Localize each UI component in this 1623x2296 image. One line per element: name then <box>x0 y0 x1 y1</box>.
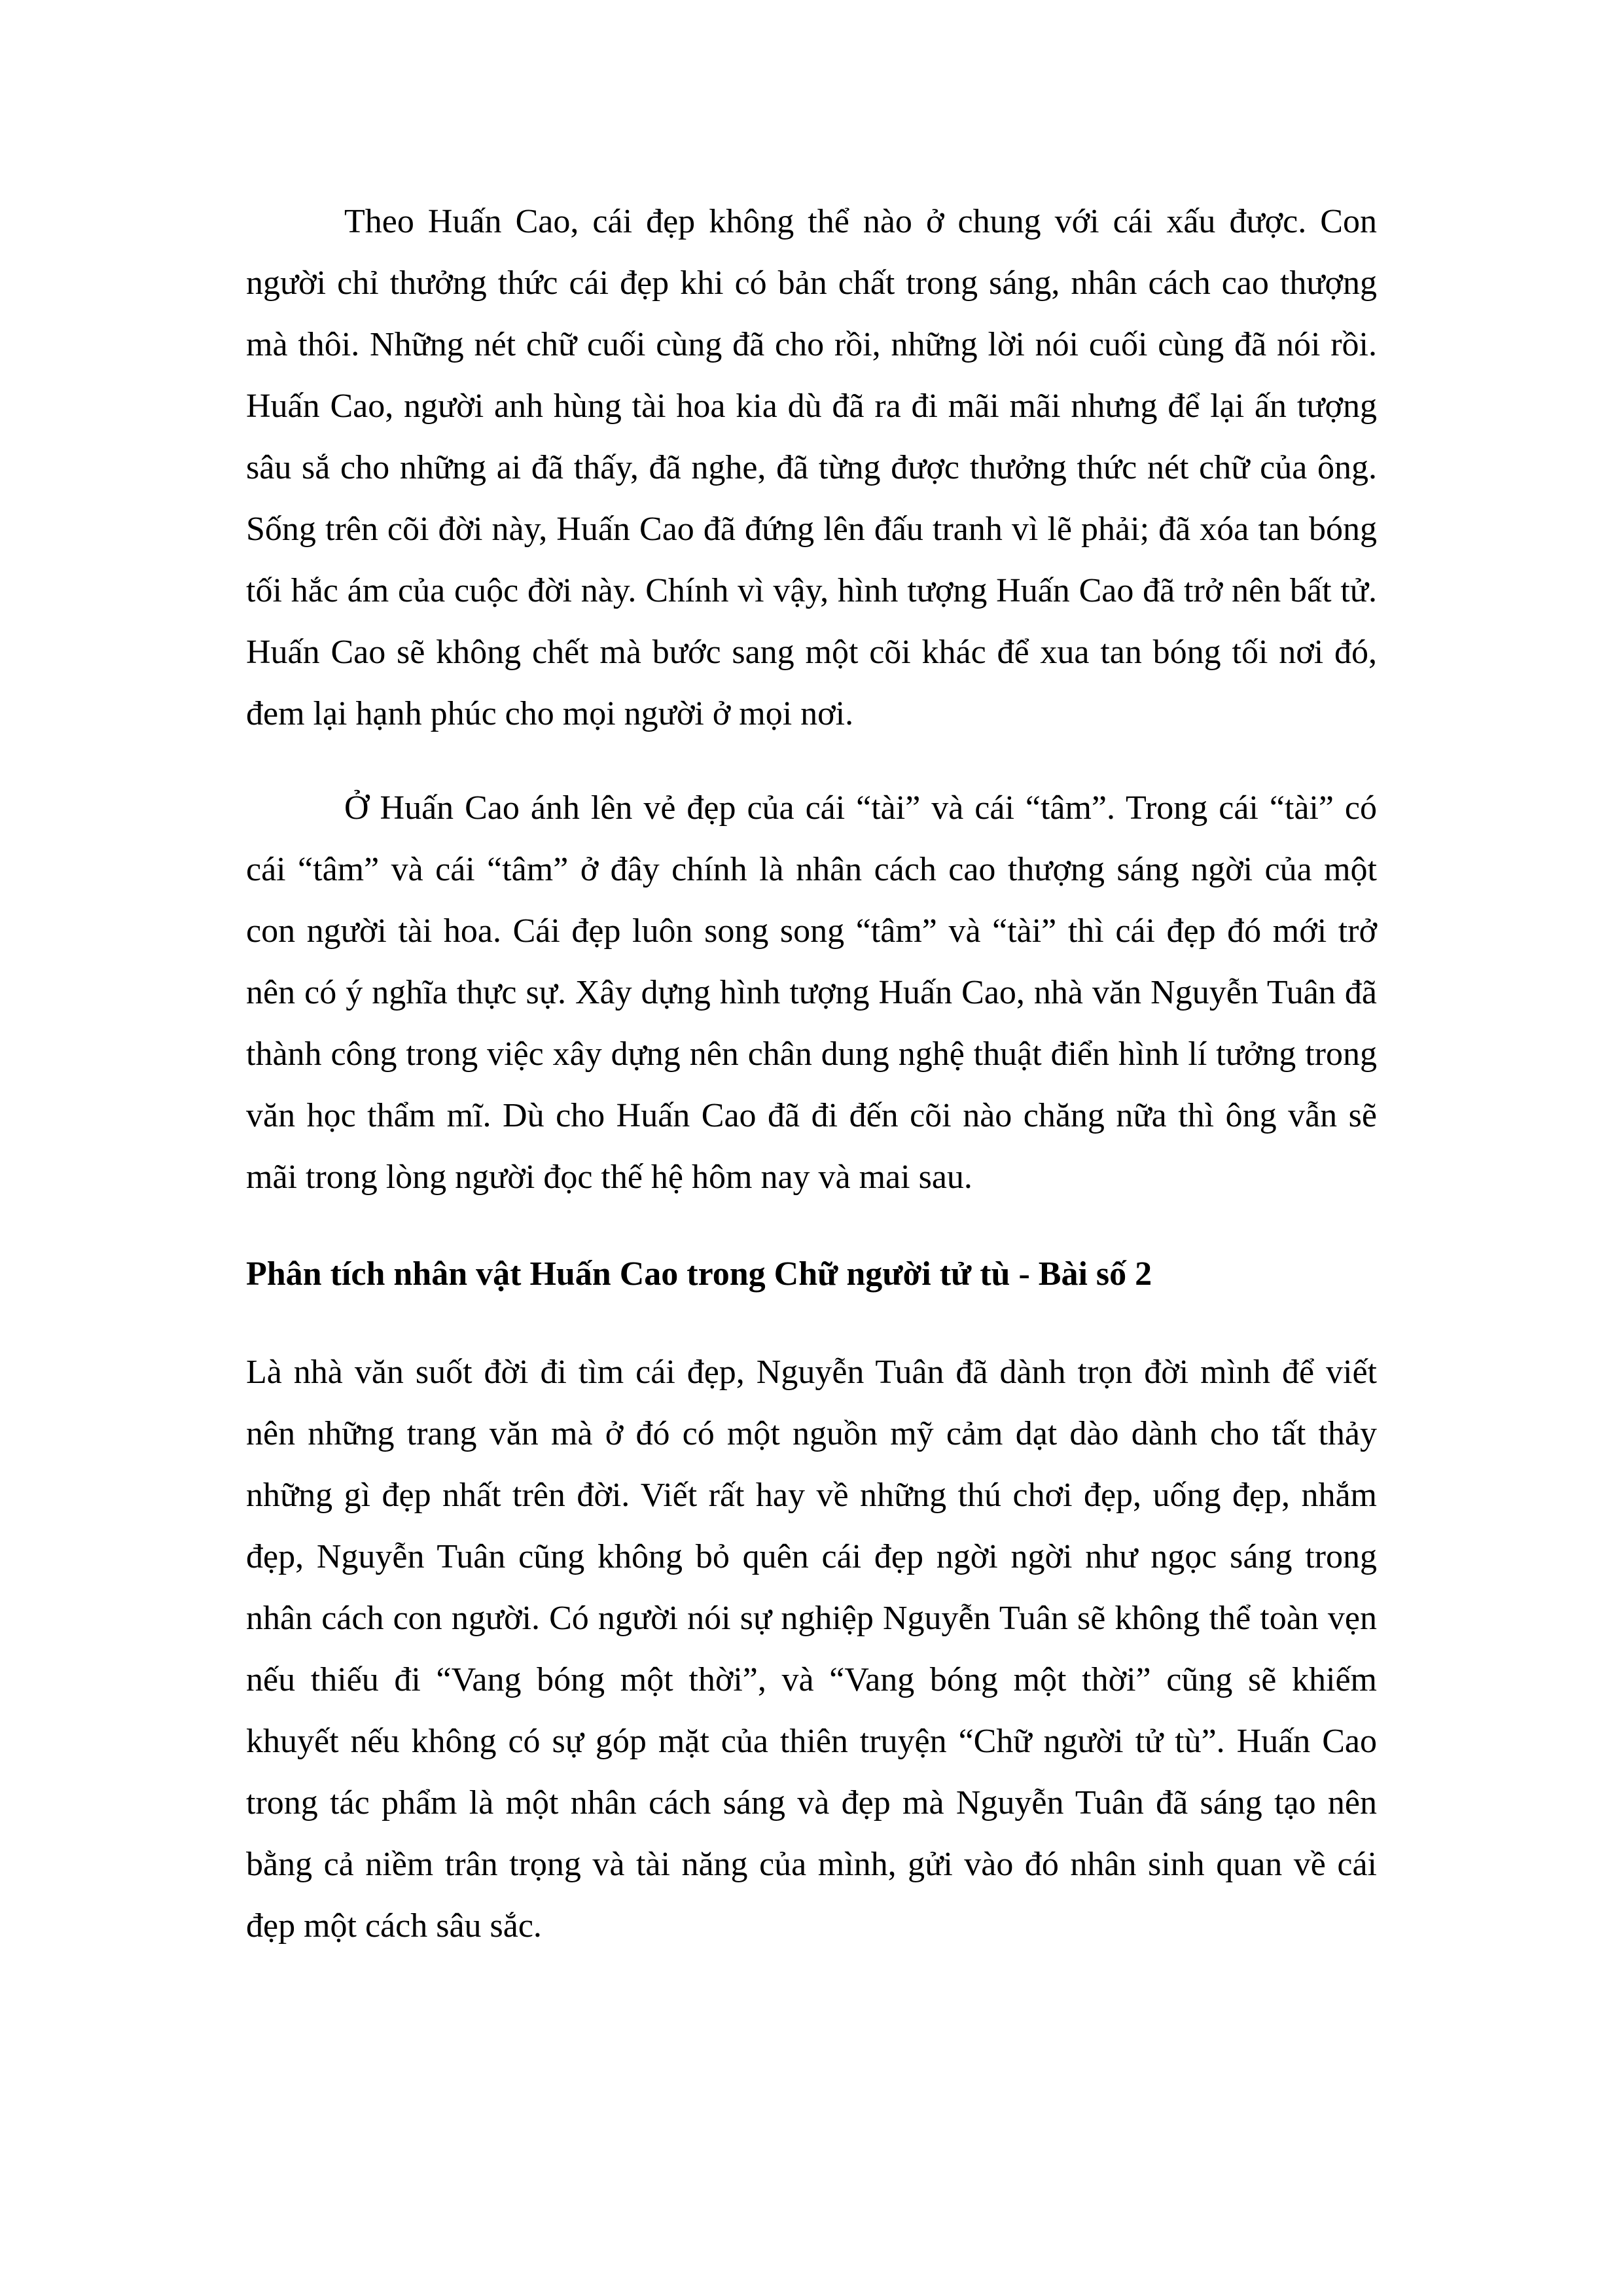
paragraph-huan-cao-beauty: Theo Huấn Cao, cái đẹp không thể nào ở chung với cái xấu được. Con người chỉ thưởng thức cái đẹp khi có bản chất trong sáng, nhân cách cao thượng mà thôi. Những nét chữ cuối cùng đã cho rồi, những lời nói cuối cùng đã nói rồi. Huấn Cao, người anh hùng tài hoa kia dù đã ra đi mãi mãi nhưng để lại ấn tượng sâu sắ cho những ai đã thấy, đã nghe, đã từng được thưởng thức nét chữ của ông. Sống trên cõi đời này, Huấn Cao đã đứng lên đấu tranh vì lẽ phải; đã xóa tan bóng tối hắc ám của cuộc đời này. Chính vì vậy, hình tượng Huấn Cao đã trở nên bất tử. Huấn Cao sẽ không chết mà bước sang một cõi khác để xua tan bóng tối nơi đó, đem lại hạnh phúc cho mọi người ở mọi nơi. <box>246 203 1377 732</box>
document-body <box>246 191 1377 1957</box>
paragraph-tai-tam: Ở Huấn Cao ánh lên vẻ đẹp của cái “tài” và cái “tâm”. Trong cái “tài” có cái “tâm” và cái “tâm” ở đây chính là nhân cách cao thượng sáng ngời của một con người tài hoa. Cái đẹp luôn song song “tâm” và “tài” thì cái đẹp đó mới trở nên có ý nghĩa thực sự. Xây dựng hình tượng Huấn Cao, nhà văn Nguyễn Tuân đã thành công trong việc xây dựng nên chân dung nghệ thuật điển hình lí tưởng trong văn học thẩm mĩ. Dù cho Huấn Cao đã đi đến cõi nào chăng nữa thì ông vẫn sẽ mãi trong lòng người đọc thế hệ hôm nay và mai sau. <box>246 789 1377 1196</box>
paragraph-nguyen-tuan: Là nhà văn suốt đời đi tìm cái đẹp, Nguyễn Tuân đã dành trọn đời mình để viết nên những trang văn mà ở đó có một nguồn mỹ cảm dạt dào dành cho tất thảy những gì đẹp nhất trên đời. Viết rất hay về những thú chơi đẹp, uống đẹp, nhắm đẹp, Nguyễn Tuân cũng không bỏ quên cái đẹp ngời ngời như ngọc sáng trong nhân cách con người. Có người nói sự nghiệp Nguyễn Tuân sẽ không thể toàn vẹn nếu thiếu đi “Vang bóng một thời”, và “Vang bóng một thời” cũng sẽ khiếm khuyết nếu không có sự góp mặt của thiên truyện “Chữ người tử tù”. Huấn Cao trong tác phẩm là một nhân cách sáng và đẹp mà Nguyễn Tuân đã sáng tạo nên bằng cả niềm trân trọng và tài năng của mình, gửi vào đó nhân sinh quan về cái đẹp một cách sâu sắc. <box>246 1354 1377 1945</box>
section-heading: Phân tích nhân vật Huấn Cao trong Chữ người tử tù - Bài số 2 <box>246 1255 1152 1293</box>
